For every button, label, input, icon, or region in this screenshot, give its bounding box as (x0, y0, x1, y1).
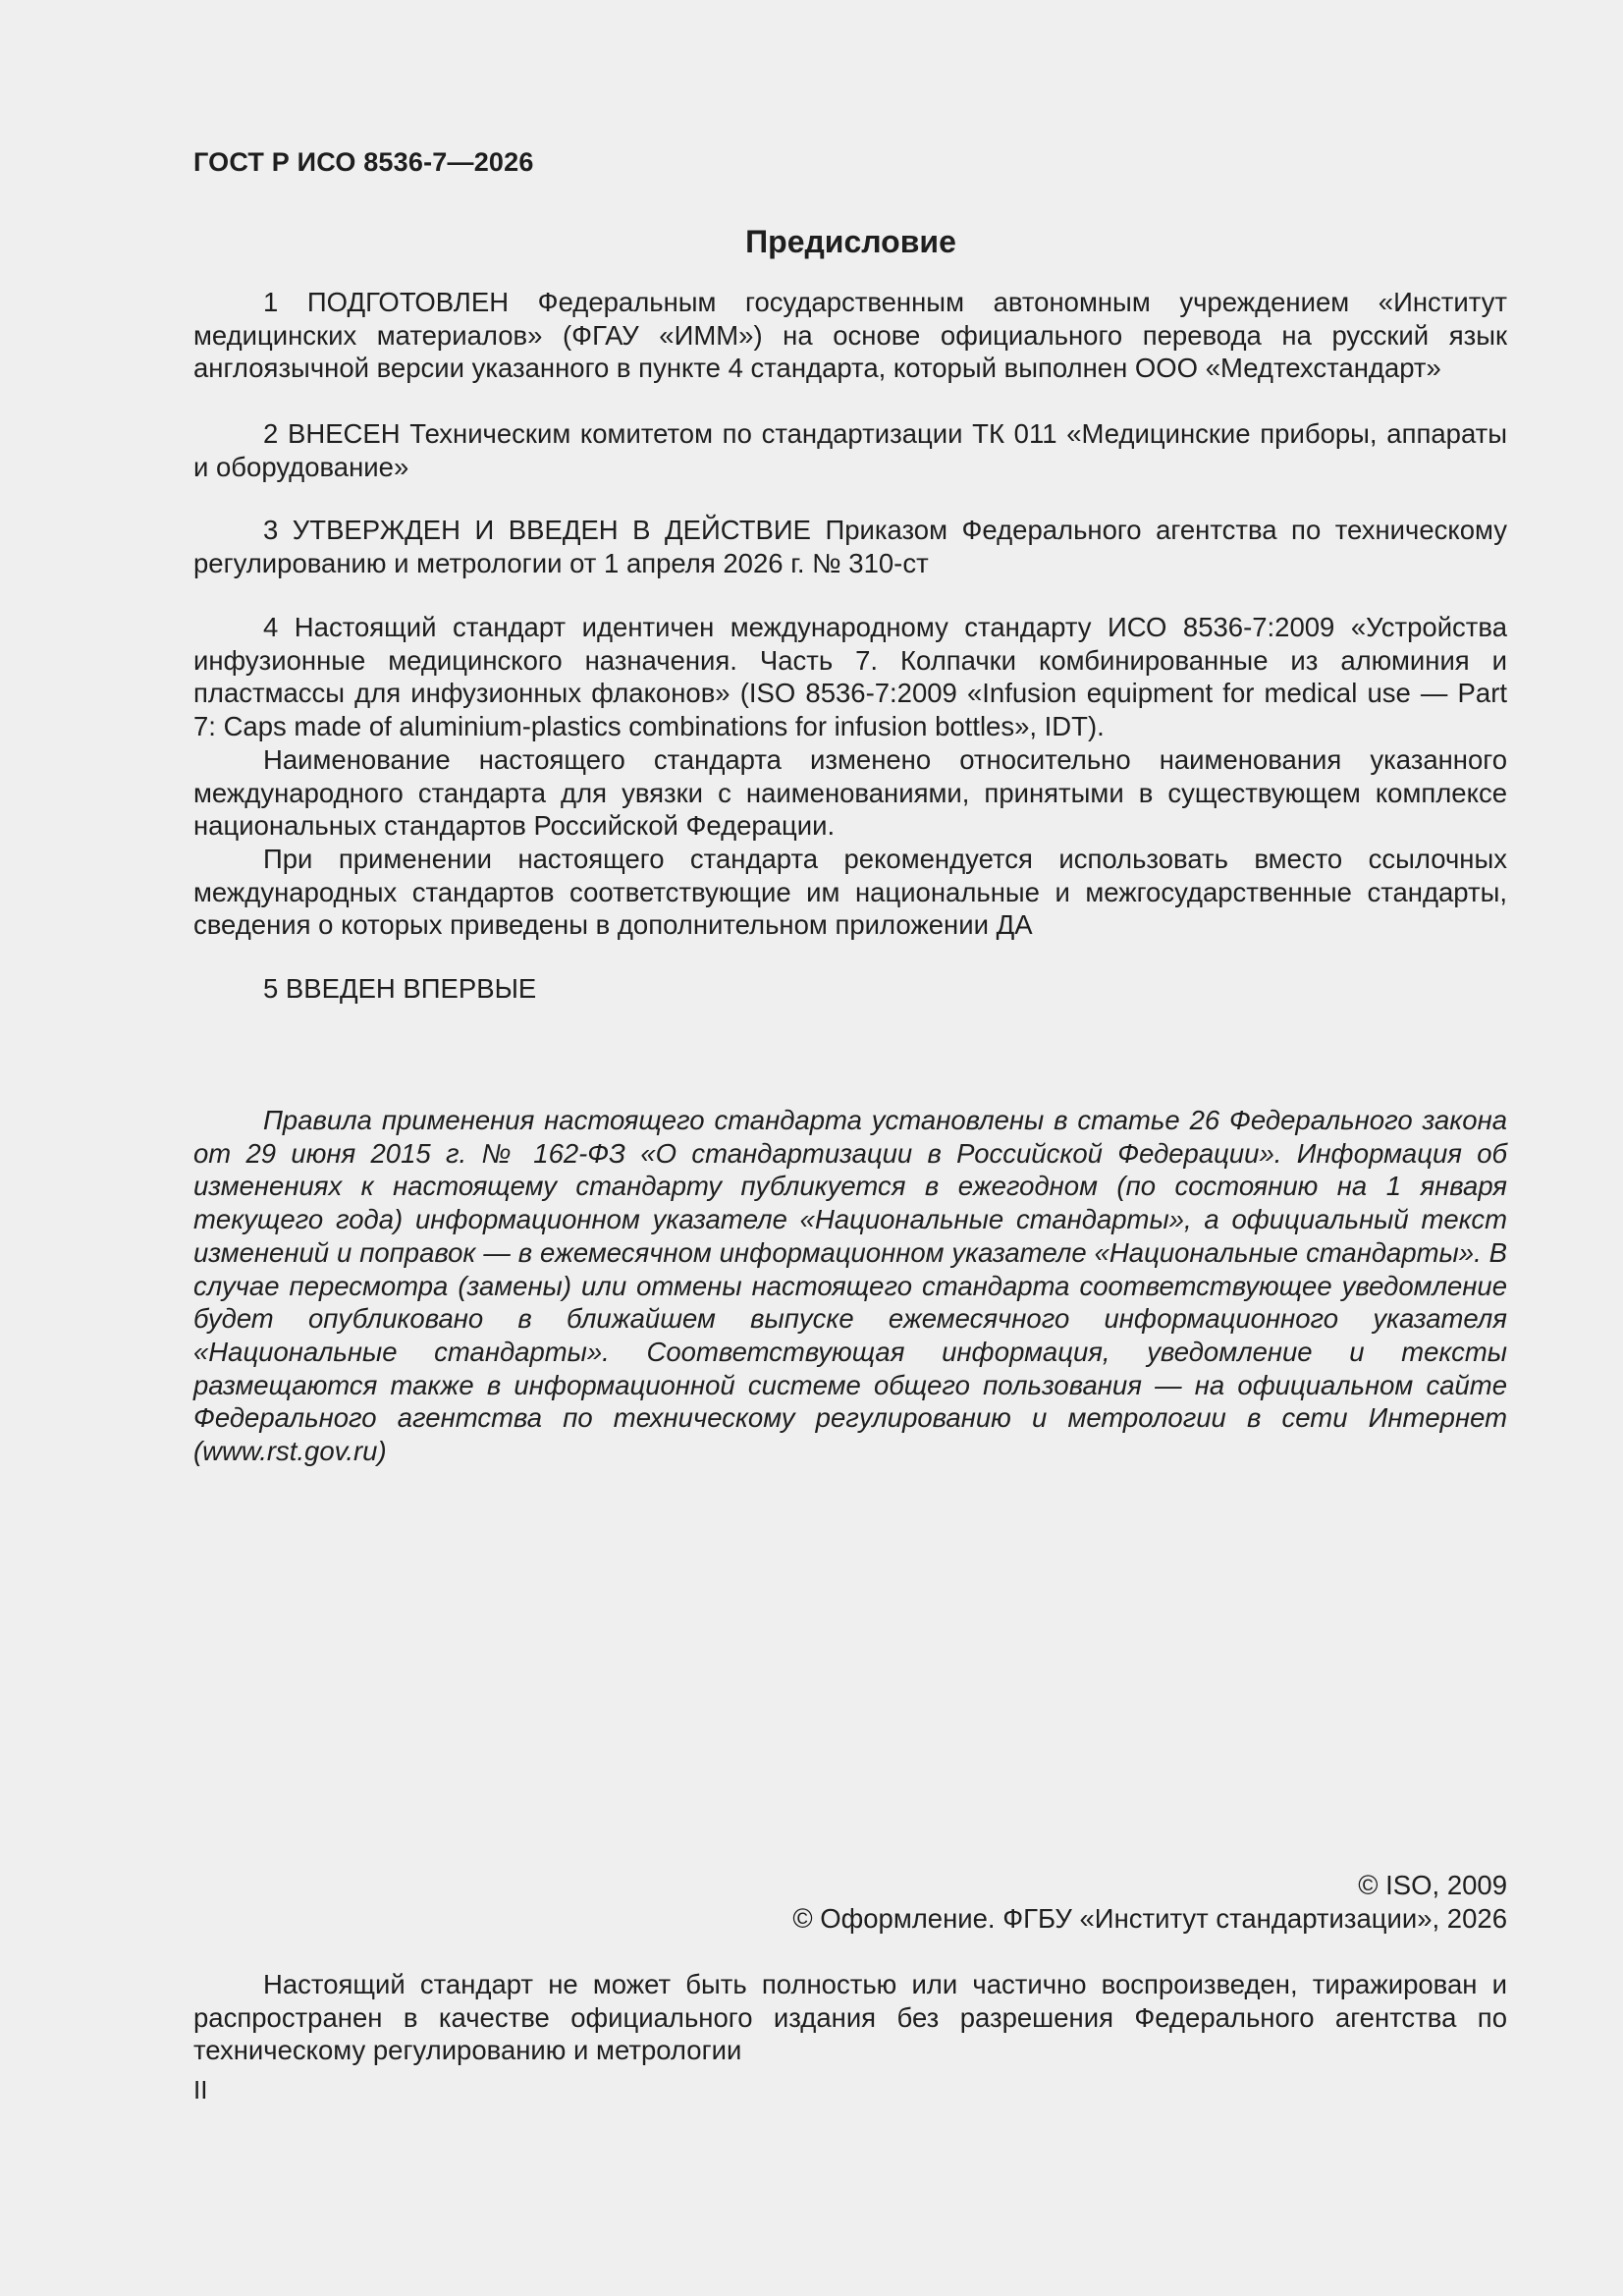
section-4-paragraph-3: При применении настоящего стандарта рекомендуется использовать вместо ссылочных международных стандартов соответствующие им национальные и межгосударственные стандарты, сведения о которых приведены в дополнительном приложении ДА (193, 843, 1507, 941)
copyright-block (193, 1869, 1507, 1935)
section-2-text: 2 ВНЕСЕН Техническим комитетом по стандартизации ТК 011 «Медицинские приборы, аппараты и оборудование» (193, 418, 1507, 482)
page-number: II (193, 2075, 208, 2105)
section-4-paragraph-1: 4 Настоящий стандарт идентичен международному стандарту ИСО 8536-7:2009 «Устройства инфузионные медицинского назначения. Часть 7. Колпачки комбинированные из алюминия и пластмассы для инфузионных флаконов» (ISO 8536-7:2009 «Infusion equipment for medical use — Part 7: Caps made of aluminium-plastics combinations for infusion bottles», IDT). (193, 612, 1507, 742)
section-3-text: 3 УТВЕРЖДЕН И ВВЕДЕН В ДЕЙСТВИЕ Приказом Федерального агентства по техническому регулированию и метрологии от 1 апреля 2026 г. № 310-ст (193, 515, 1507, 578)
section-5-text: 5 ВВЕДЕН ВПЕРВЫЕ (263, 973, 537, 1004)
document-header: ГОСТ Р ИСО 8536-7—2026 (193, 147, 534, 177)
page-title: Предисловие (745, 224, 956, 259)
section-1 (193, 286, 1507, 385)
section-5 (193, 972, 1507, 1006)
notice-text: Правила применения настоящего стандарта установлены в статье 26 Федерального закона от 29 июня 2015 г. № 162-ФЗ «О стандартизации в Российской Федерации». Информация об изменениях к настоящему стандарту публикуется в ежегодном (по состоянию на 1 января текущего года) информационном указателе «Национальные стандарты», а официальный текст изменений и поправок — в ежемесячном информационном указателе «Национальные стандарты». В случае пересмотра (замены) или отмены настоящего стандарта соответствующее уведомление будет опубликовано в ближайшем выпуске ежемесячного информационного указателя «Национальные стандарты». Соответствующая информация, уведомление и тексты размещаются также в информационной системе общего пользования — на официальном сайте Федерального агентства по техническому регулированию и метрологии в сети Интернет (www.rst.gov.ru) (193, 1105, 1507, 1467)
copyright-iso: © ISO, 2009 (1358, 1870, 1507, 1900)
copyright-design: © Оформление. ФГБУ «Институт стандартизации», 2026 (792, 1902, 1507, 1934)
section-1-text: 1 ПОДГОТОВЛЕН Федеральным государственным автономным учреждением «Институт медицинских материалов» (ФГАУ «ИММ») на основе официального перевода на русский язык англоязычной версии указанного в пункте 4 стандарта, который выполнен ООО «Медтехстандарт» (193, 287, 1507, 384)
section-4 (193, 611, 1507, 942)
section-2 (193, 417, 1507, 483)
reproduction-text: Настоящий стандарт не может быть полностью или частично воспроизведен, тиражирован и распространен в качестве официального издания без разрешения Федерального агентства по техническому регулированию и метрологии (193, 1969, 1507, 2066)
section-4-paragraph-2: Наименование настоящего стандарта изменено относительно наименования указанного международного стандарта для увязки с наименованиями, принятыми в существующем комплексе национальных стандартов Российской Федерации. (193, 743, 1507, 842)
reproduction-notice (193, 1968, 1507, 2067)
application-rules-notice (193, 1104, 1507, 1468)
section-3 (193, 514, 1507, 579)
